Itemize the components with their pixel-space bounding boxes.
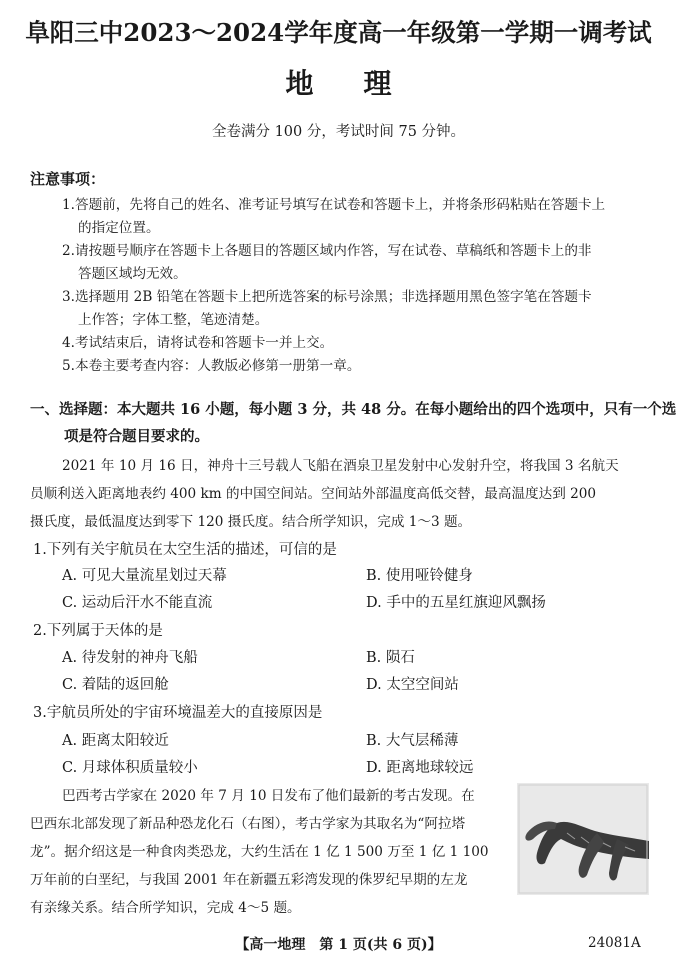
passage-line: 有亲缘关系。结合所学知识，完成 4～5 题。 [30, 900, 301, 916]
notice-line: 1.答题前，先将自己的姓名、准考证号填写在试卷和答题卡上，并将条形码粘贴在答题卡上 [62, 197, 606, 213]
option-d: D. 太空空间站 [366, 677, 459, 693]
option-c: C. 月球体积质量较小 [62, 760, 198, 776]
option-d: D. 手中的五星红旗迎风飘扬 [366, 595, 546, 611]
passage-line: 巴西考古学家在 2020 年 7 月 10 日发布了他们最新的考古发现。在 [62, 788, 475, 804]
notice-line: 4.考试结束后，请将试卷和答题卡一并上交。 [62, 335, 334, 351]
passage-line: 摄氏度，最低温度达到零下 120 摄氏度。结合所学知识，完成 1～3 题。 [30, 514, 472, 530]
option-a: A. 可见大量流星划过天幕 [62, 568, 227, 584]
option-b: B. 使用哑铃健身 [366, 568, 473, 584]
passage-line: 员顺利送入距离地表约 400 km 的中国空间站。空间站外部温度高低交替，最高温度达到 200 [30, 486, 597, 502]
option-b: B. 大气层稀薄 [366, 733, 459, 749]
question-stem: 2.下列属于天体的是 [33, 623, 163, 639]
question-stem: 3.宇航员所处的宇宙环境温差大的直接原因是 [33, 705, 323, 721]
notice-line: 3.选择题用 2B 铅笔在答题卡上把所选答案的标号涂黑；非选择题用黑色签字笔在答题卡 [62, 289, 592, 305]
notice-line: 答题区域均无效。 [78, 266, 187, 282]
section-heading-cont: 项是符合题目要求的。 [64, 428, 209, 445]
paper-code: 24081A [588, 935, 641, 951]
passage-line: 2021 年 10 月 16 日，神舟十三号载人飞船在酒泉卫星发射中心发射升空，将我国 3 名航天 [62, 458, 619, 474]
dinosaur-fossil-photo [517, 783, 649, 895]
notice-line: 的指定位置。 [78, 220, 160, 236]
option-a: A. 距离太阳较近 [62, 733, 169, 749]
section-heading: 一、选择题：本大题共 16 小题，每小题 3 分，共 48 分。在每小题给出的四个选项中，只有一个选 [30, 401, 677, 418]
option-a: A. 待发射的神舟飞船 [62, 650, 198, 666]
passage-line: 巴西东北部发现了新品种恐龙化石（右图），考古学家为其取名为“阿拉塔 [30, 816, 466, 832]
passage-line: 万年前的白垩纪，与我国 2001 年在新疆五彩湾发现的侏罗纪早期的左龙 [30, 872, 468, 888]
notice-heading: 注意事项： [30, 170, 106, 188]
fossil-claw-icon [517, 783, 649, 895]
notice-line: 上作答；字体工整，笔迹清楚。 [78, 312, 269, 328]
notice-line: 5.本卷主要考查内容：人教版必修第一册第一章。 [62, 358, 361, 374]
option-b: B. 陨石 [366, 650, 415, 666]
page-footer: 【高一地理 第 1 页(共 6 页)】 [235, 937, 442, 953]
option-c: C. 运动后汗水不能直流 [62, 595, 213, 611]
option-c: C. 着陆的返回舱 [62, 677, 169, 693]
passage-line: 龙”。据介绍这是一种食肉类恐龙，大约生活在 1 亿 1 500 万至 1 亿 1 100 [30, 844, 489, 860]
subject-title: 地理 [285, 67, 442, 100]
option-d: D. 距离地球较远 [366, 760, 474, 776]
notice-line: 2.请按题号顺序在答题卡上各题目的答题区域内作答，写在试卷、草稿纸和答题卡上的非 [62, 243, 592, 259]
exam-title: 阜阳三中2023～2024学年度高一年级第一学期一调考试 [25, 18, 652, 47]
question-stem: 1.下列有关宇航员在太空生活的描述，可信的是 [33, 542, 337, 558]
score-time-line: 全卷满分 100 分，考试时间 75 分钟。 [211, 124, 466, 140]
